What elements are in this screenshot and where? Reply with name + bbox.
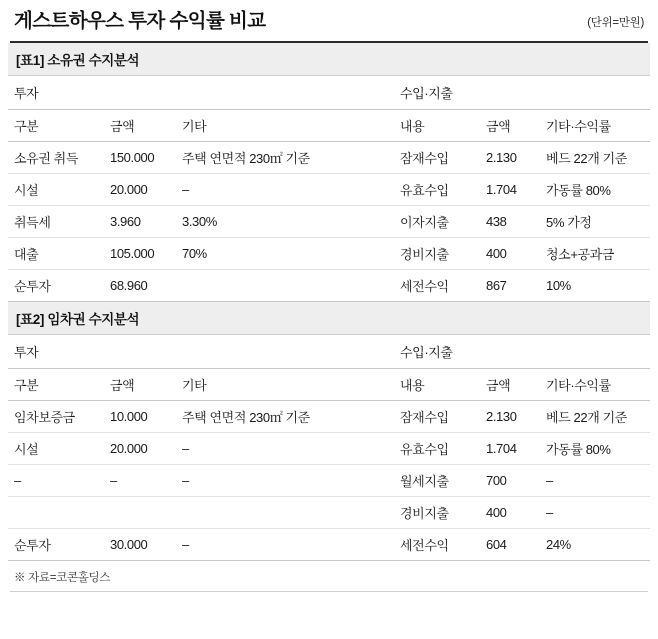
table2-cell: – xyxy=(104,465,176,497)
table1-col-header: 금액 xyxy=(480,110,540,142)
table2-col-header: 기타 xyxy=(176,369,394,401)
table2-col-header: 금액 xyxy=(104,369,176,401)
table-row xyxy=(8,497,650,529)
bottom-rule xyxy=(10,591,648,592)
table2-group-row xyxy=(8,335,650,369)
table2-group-right: 수입·지출 xyxy=(400,345,453,361)
table-row xyxy=(8,206,650,238)
table1-title: 소유권 수지분석 xyxy=(47,53,140,69)
page-title: 게스트하우스 투자 수익률 비교 xyxy=(14,10,266,32)
table1-cell: 취득세 xyxy=(8,206,104,238)
table1-cell: – xyxy=(176,174,394,206)
table-row xyxy=(8,465,650,497)
table1-cell: 시설 xyxy=(8,174,104,206)
table2-cell: 세전수익 xyxy=(394,529,480,561)
table1-cell: 70% xyxy=(176,238,394,270)
table2-cell: 가동률 80% xyxy=(540,433,650,465)
table1-cell: 2.130 xyxy=(480,142,540,174)
table1-col-header: 기타 xyxy=(176,110,394,142)
table2-cell: – xyxy=(176,465,394,497)
table2-cell: 10.000 xyxy=(104,401,176,433)
table1-cell: 400 xyxy=(480,238,540,270)
table2-cell: 순투자 xyxy=(8,529,104,561)
table1-cell: 1.704 xyxy=(480,174,540,206)
table-lease-analysis xyxy=(8,335,650,561)
table-row xyxy=(8,238,650,270)
table2-cell xyxy=(104,497,176,529)
table1-cell xyxy=(176,270,394,302)
table2-group-left: 투자 xyxy=(14,345,39,361)
table1-group-right: 수입·지출 xyxy=(400,86,453,102)
table2-cell: – xyxy=(176,529,394,561)
table1-cell: 3.30% xyxy=(176,206,394,238)
unit-note: (단위=만원) xyxy=(587,17,644,30)
table1-cell: 5% 가정 xyxy=(540,206,650,238)
table2-cell: 2.130 xyxy=(480,401,540,433)
section-heading-table1 xyxy=(8,43,650,76)
table2-tag: [표2] xyxy=(16,312,44,328)
table2-cell: – xyxy=(540,497,650,529)
section-heading-table2 xyxy=(8,302,650,335)
table2-cell: – xyxy=(176,433,394,465)
table1-group-left: 투자 xyxy=(14,86,39,102)
table2-cell: 주택 연면적 230㎡ 기준 xyxy=(176,401,394,433)
table2-cell: – xyxy=(540,465,650,497)
table2-cell: 20.000 xyxy=(104,433,176,465)
table2-cell: – xyxy=(8,465,104,497)
table2-header-row xyxy=(8,369,650,401)
table1-cell: 잠재수입 xyxy=(394,142,480,174)
table2-cell: 30.000 xyxy=(104,529,176,561)
table1-cell: 150.000 xyxy=(104,142,176,174)
table1-cell: 경비지출 xyxy=(394,238,480,270)
table1-group-row xyxy=(8,76,650,110)
table1-cell: 20.000 xyxy=(104,174,176,206)
table1-col-header: 구분 xyxy=(8,110,104,142)
table1-cell: 이자지출 xyxy=(394,206,480,238)
source-footnote: ※ 자료=코콘홀딩스 xyxy=(14,572,111,585)
table-row xyxy=(8,174,650,206)
table2-col-header: 구분 xyxy=(8,369,104,401)
table-row xyxy=(8,529,650,561)
table1-cell: 청소+공과금 xyxy=(540,238,650,270)
table1-cell: 세전수익 xyxy=(394,270,480,302)
table1-cell: 유효수입 xyxy=(394,174,480,206)
table2-cell: 24% xyxy=(540,529,650,561)
table2-cell: 임차보증금 xyxy=(8,401,104,433)
table2-cell: 유효수입 xyxy=(394,433,480,465)
table1-cell: 가동률 80% xyxy=(540,174,650,206)
table2-col-header: 내용 xyxy=(394,369,480,401)
table1-cell: 주택 연면적 230㎡ 기준 xyxy=(176,142,394,174)
table2-col-header: 기타·수익률 xyxy=(540,369,650,401)
table1-cell: 105.000 xyxy=(104,238,176,270)
table1-cell: 베드 22개 기준 xyxy=(540,142,650,174)
table1-cell: 순투자 xyxy=(8,270,104,302)
table-row xyxy=(8,142,650,174)
table1-cell: 10% xyxy=(540,270,650,302)
table2-cell: 604 xyxy=(480,529,540,561)
table-row xyxy=(8,270,650,302)
table1-col-header: 금액 xyxy=(104,110,176,142)
table-row xyxy=(8,433,650,465)
table1-tag: [표1] xyxy=(16,53,44,69)
table2-cell: 400 xyxy=(480,497,540,529)
table2-cell: 700 xyxy=(480,465,540,497)
table1-cell: 3.960 xyxy=(104,206,176,238)
table2-cell: 1.704 xyxy=(480,433,540,465)
table-row xyxy=(8,401,650,433)
table-ownership-analysis xyxy=(8,76,650,302)
table2-col-header: 금액 xyxy=(480,369,540,401)
table2-cell: 잠재수입 xyxy=(394,401,480,433)
table1-col-header: 기타·수익률 xyxy=(540,110,650,142)
table2-cell: 월세지출 xyxy=(394,465,480,497)
table1-col-header: 내용 xyxy=(394,110,480,142)
table1-cell: 대출 xyxy=(8,238,104,270)
table1-header-row xyxy=(8,110,650,142)
table2-cell xyxy=(176,497,394,529)
table2-title: 임차권 수지분석 xyxy=(47,312,140,328)
table2-cell: 베드 22개 기준 xyxy=(540,401,650,433)
table2-cell: 경비지출 xyxy=(394,497,480,529)
table2-cell xyxy=(8,497,104,529)
document-header xyxy=(8,0,650,41)
table1-cell: 소유권 취득 xyxy=(8,142,104,174)
table1-cell: 68.960 xyxy=(104,270,176,302)
table1-cell: 438 xyxy=(480,206,540,238)
table2-cell: 시설 xyxy=(8,433,104,465)
table1-cell: 867 xyxy=(480,270,540,302)
